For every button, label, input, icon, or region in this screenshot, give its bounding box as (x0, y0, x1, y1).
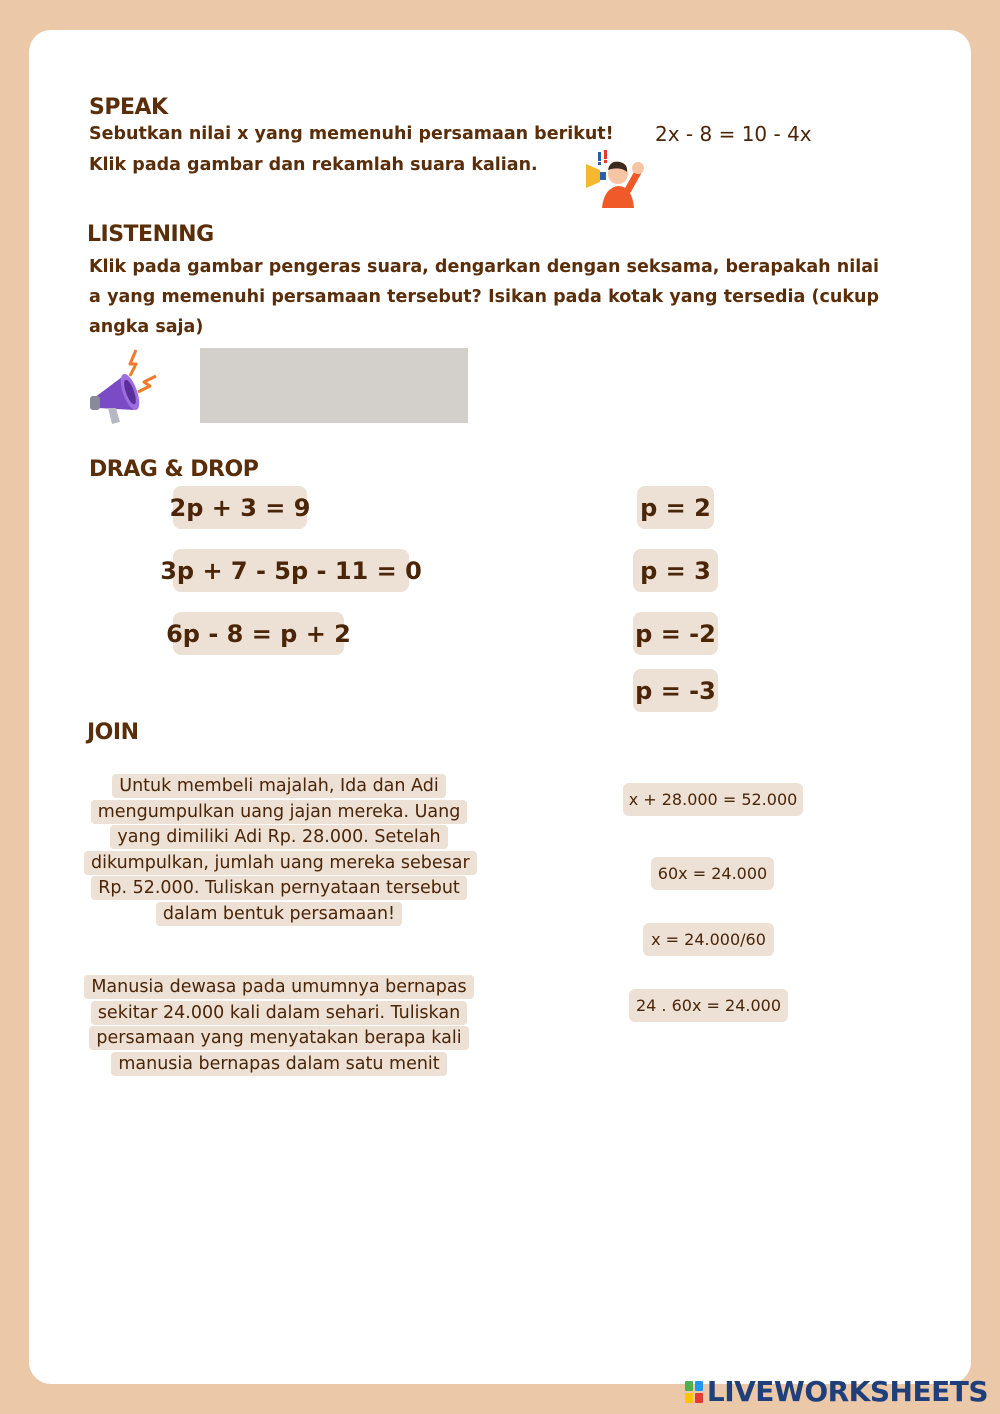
listening-heading: LISTENING (87, 222, 214, 247)
listening-instruction: Klik pada gambar pengeras suara, dengarkan dengan seksama, berapakah nilai a yang memenuhi persamaan tersebut? Isikan pada kotak yang tersedia (cukup angka saja) (89, 257, 879, 337)
speak-instruction: Sebutkan nilai x yang memenuhi persamaan berikut! (89, 124, 614, 144)
join-option-1[interactable]: x + 28.000 = 52.000 (623, 783, 803, 816)
join-heading: JOIN (87, 720, 139, 745)
listening-answer-input[interactable] (200, 348, 468, 423)
join-prompt-1[interactable] (84, 774, 474, 927)
drop-answer-1[interactable]: p = 2 (637, 486, 714, 529)
speak-record-instruction: Klik pada gambar dan rekamlah suara kalian. (89, 155, 538, 175)
brand-name: LIVEWORKSHEETS (706, 1375, 988, 1408)
drop-answer-4[interactable]: p = -3 (633, 669, 718, 712)
drag-drop-heading: DRAG & DROP (89, 457, 259, 482)
join-prompt-2-text: Manusia dewasa pada umumnya bernapas sekitar 24.000 kali dalam sehari. Tuliskan persamaan yang menyatakan berapa kali manusia bernapas dalam satu menit (84, 975, 473, 1076)
drag-equation-2[interactable]: 3p + 7 - 5p - 11 = 0 (173, 549, 409, 592)
join-option-2[interactable]: 60x = 24.000 (651, 857, 774, 890)
drag-equation-1[interactable]: 2p + 3 = 9 (173, 486, 307, 529)
drag-equation-3[interactable]: 6p - 8 = p + 2 (173, 612, 344, 655)
speak-heading: SPEAK (89, 95, 168, 120)
join-prompt-2[interactable] (84, 975, 474, 1077)
drop-answer-2[interactable]: p = 3 (633, 549, 718, 592)
join-prompt-1-text: Untuk membeli majalah, Ida dan Adi mengumpulkan uang jajan mereka. Uang yang dimiliki Adi Rp. 28.000. Setelah dikumpulkan, jumlah uang mereka sebesar Rp. 52.000. Tuliskan pernyataan tersebut dalam bentuk persamaan! (84, 774, 477, 926)
join-option-4[interactable]: 24 . 60x = 24.000 (629, 989, 788, 1022)
liveworksheets-brand[interactable] (685, 1375, 988, 1408)
record-voice-icon[interactable] (580, 150, 648, 210)
drop-answer-3[interactable]: p = -2 (633, 612, 718, 655)
liveworksheets-logo-icon (685, 1381, 703, 1403)
megaphone-icon[interactable] (86, 346, 162, 430)
join-option-3[interactable]: x = 24.000/60 (643, 923, 774, 956)
speak-equation: 2x - 8 = 10 - 4x (655, 122, 812, 146)
